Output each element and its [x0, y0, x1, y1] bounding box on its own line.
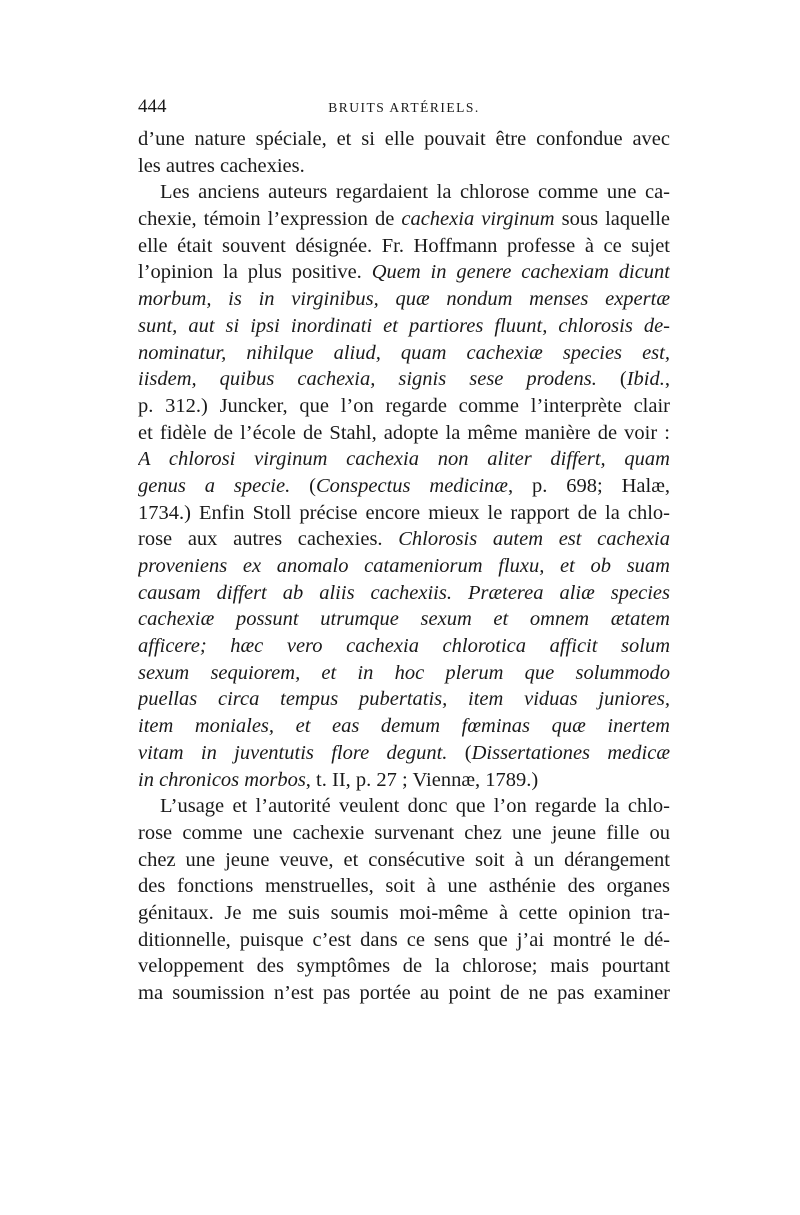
text-line [138, 606, 670, 633]
roman-text: 1734.) Enfin Stoll précise encore mieux le rapport de la chlo- [138, 501, 670, 524]
roman-text: ( [290, 474, 316, 497]
italic-text: cachexiæ possunt utrumque sexum et omnem ætatem [138, 608, 670, 631]
roman-text: chexie, témoin l’expression de [138, 208, 402, 231]
italic-text: in chronicos morbos [138, 768, 306, 791]
text-line [138, 953, 670, 980]
text-line [138, 553, 670, 580]
text-line [138, 393, 670, 420]
roman-text: L’usage et l’autorité veulent donc que l’on regarde la chlo- [160, 795, 670, 818]
text-line [138, 286, 670, 313]
roman-text: rose comme une cachexie survenant chez une jeune fille ou [138, 821, 670, 844]
text-line [138, 473, 670, 500]
roman-text: ( [596, 368, 627, 391]
roman-text: ditionnelle, puisque c’est dans ce sens que j’ai montré le dé- [138, 928, 670, 951]
text-line [138, 633, 670, 660]
italic-text: puellas circa tempus pubertatis, item viduas juniores, [138, 688, 670, 711]
italic-text: Chlorosis autem est cachexia [398, 528, 670, 551]
roman-text: p. 312.) Juncker, que l’on regarde comme l’interprète clair [138, 394, 670, 417]
page-number: 444 [138, 96, 167, 117]
italic-text: vitam in juventutis flore degunt. [138, 741, 448, 764]
italic-text: sexum sequiorem, et in hoc plerum que solummodo [138, 661, 670, 684]
roman-text: rose aux autres cachexies. [138, 528, 399, 551]
italic-text: nominatur, nihilque aliud, quam cachexiæ species est, [138, 341, 670, 364]
text-line [138, 233, 670, 260]
text-line [138, 740, 670, 767]
italic-text: sunt, aut si ipsi inordinati et partiores fluunt, chlorosis de- [138, 314, 670, 337]
roman-text: Les anciens auteurs regardaient la chlorose comme une ca- [160, 181, 670, 204]
roman-text: , [664, 368, 670, 391]
text-line [138, 980, 670, 1007]
text-line [138, 366, 670, 393]
text-line [138, 820, 670, 847]
italic-text: genus a specie. [138, 474, 291, 497]
italic-text: cachexia virginum [401, 208, 555, 231]
roman-text: chez une jeune veuve, et consécutive soit à un dérangement [138, 848, 670, 871]
italic-text: item moniales, et eas demum fœminas quæ inertem [138, 715, 670, 738]
text-line [138, 900, 670, 927]
roman-text: ma soumission n’est pas portée au point de ne pas examiner [138, 982, 670, 1004]
roman-text: , t. II, p. 27 ; Viennæ, 1789.) [305, 768, 539, 791]
text-line [138, 313, 670, 340]
roman-text: d’une nature spéciale, et si elle pouvait être confondue avec [138, 128, 670, 150]
body-text [138, 126, 670, 1007]
text-line [138, 526, 670, 553]
roman-text: et fidèle de l’école de Stahl, adopte la même manière de voir : [138, 421, 670, 444]
italic-text: Ibid. [626, 368, 665, 391]
roman-text: sous laquelle [554, 208, 670, 231]
text-line [138, 259, 670, 286]
text-line [138, 126, 670, 153]
text-line [138, 206, 670, 233]
running-title: BRUITS ARTÉRIELS. [328, 100, 480, 115]
roman-text: génitaux. Je me suis soumis moi-même à cette opinion tra- [138, 901, 670, 924]
roman-text: les autres cachexies. [138, 154, 305, 177]
text-line [138, 340, 670, 367]
italic-text: causam differt ab aliis cachexiis. Præterea aliæ species [138, 581, 670, 604]
book-page [138, 96, 670, 1007]
italic-text: A chlorosi virginum cachexia non aliter differt, quam [138, 448, 670, 471]
roman-text: elle était souvent désignée. Fr. Hoffmann professe à ce sujet [138, 234, 670, 257]
text-line [138, 686, 670, 713]
text-line [138, 580, 670, 607]
text-line [138, 500, 670, 527]
roman-text: l’opinion la plus positive. [138, 261, 372, 284]
text-line [138, 153, 670, 180]
text-line [138, 927, 670, 954]
roman-text: ( [447, 741, 472, 764]
text-line [138, 713, 670, 740]
text-line [138, 660, 670, 687]
text-line [138, 420, 670, 447]
text-line [138, 446, 670, 473]
italic-text: Dissertationes medicæ [471, 741, 670, 764]
text-line [138, 767, 670, 794]
text-line [138, 793, 670, 820]
italic-text: iisdem, quibus cachexia, signis sese prodens. [138, 368, 597, 391]
roman-text: , p. 698; Halæ, [507, 474, 670, 497]
text-line [138, 847, 670, 874]
italic-text: afficere; hæc vero cachexia chlorotica afficit solum [138, 635, 670, 658]
italic-text: morbum, is in virginibus, quæ nondum menses expertæ [138, 288, 670, 311]
roman-text: des fonctions menstruelles, soit à une asthénie des organes [138, 875, 670, 898]
running-head [138, 96, 670, 126]
roman-text: veloppement des symptômes de la chlorose; mais pourtant [138, 955, 670, 978]
text-line [138, 179, 670, 206]
text-line [138, 873, 670, 900]
italic-text: Conspectus medicinæ [315, 474, 508, 497]
italic-text: proveniens ex anomalo catameniorum fluxu, et ob suam [138, 555, 670, 577]
italic-text: Quem in genere cachexiam dicunt [371, 261, 670, 284]
